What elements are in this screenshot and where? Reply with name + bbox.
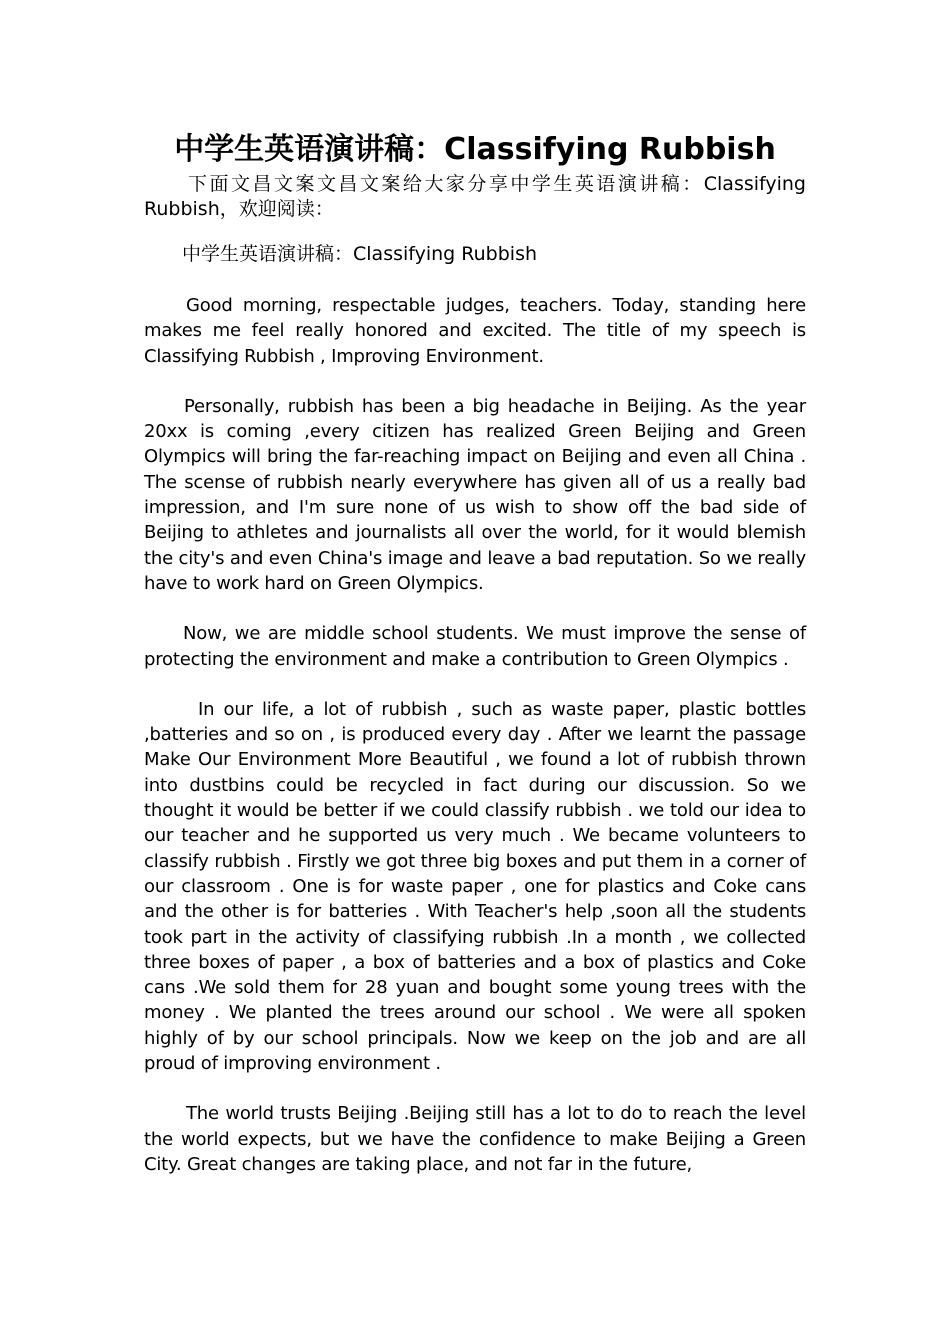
body-paragraph-3: Now, we are middle school students. We must improve the sense of protecting the environment and make a contribution to Green Olympics . [144,623,806,670]
intro-paragraph: 下面文昌文案文昌文案给大家分享中学生英语演讲稿：Classifying Rubbish，欢迎阅读： [144,173,806,220]
speech-subheading: 中学生英语演讲稿：Classifying Rubbish [182,243,538,265]
body-paragraph-4: In our life, a lot of rubbish , such as waste paper, plastic bottles ,batteries and so on , is produced every day . After we learnt the passage Make Our Environment More Beautiful , we found a lot of rubbish thrown into dustbins could be recycled in fact during our discussion. So we thought it would be better if we could classify rubbish . we told our idea to our teacher and he supported us very much . We became volunteers to classify rubbish . Firstly we got three big boxes and put them in a corner of our classroom . One is for waste paper , one for plastics and Coke cans and the other is for batteries . With Teacher's help ,soon all the students took part in the activity of classifying rubbish .In a month , we collected three boxes of paper , a box of batteries and a box of plastics and Coke cans .We sold them for 28 yuan and bought some young trees with the money . We planted the trees around our school . We were all spoken highly of by our school principals. Now we keep on the job and are all proud of improving environment . [144,698,806,1075]
body-paragraph-1: Good morning, respectable judges, teachers. Today, standing here makes me feel really honored and excited. The title of my speech is Classifying Rubbish , Improving Environment. [144,295,806,367]
document-title: 中学生英语演讲稿：Classifying Rubbish [174,132,776,167]
body-paragraph-2: Personally, rubbish has been a big headache in Beijing. As the year 20xx is coming ,every citizen has realized Green Beijing and Green Olympics will bring the far-reaching impact on Beijing and even all China . The scense of rubbish nearly everywhere has given all of us a really bad impression, and I'm sure none of us wish to show off the bad side of Beijing to athletes and journalists all over the world, for it would blemish the city's and even China's image and leave a bad reputation. So we really have to work hard on Green Olympics. [144,395,806,594]
body-paragraph-5: The world trusts Beijing .Beijing still has a lot to do to reach the level the world expects, but we have the confidence to make Beijing a Green City. Great changes are taking place, and not far in the future, [144,1103,806,1175]
document-page [144,128,806,1177]
